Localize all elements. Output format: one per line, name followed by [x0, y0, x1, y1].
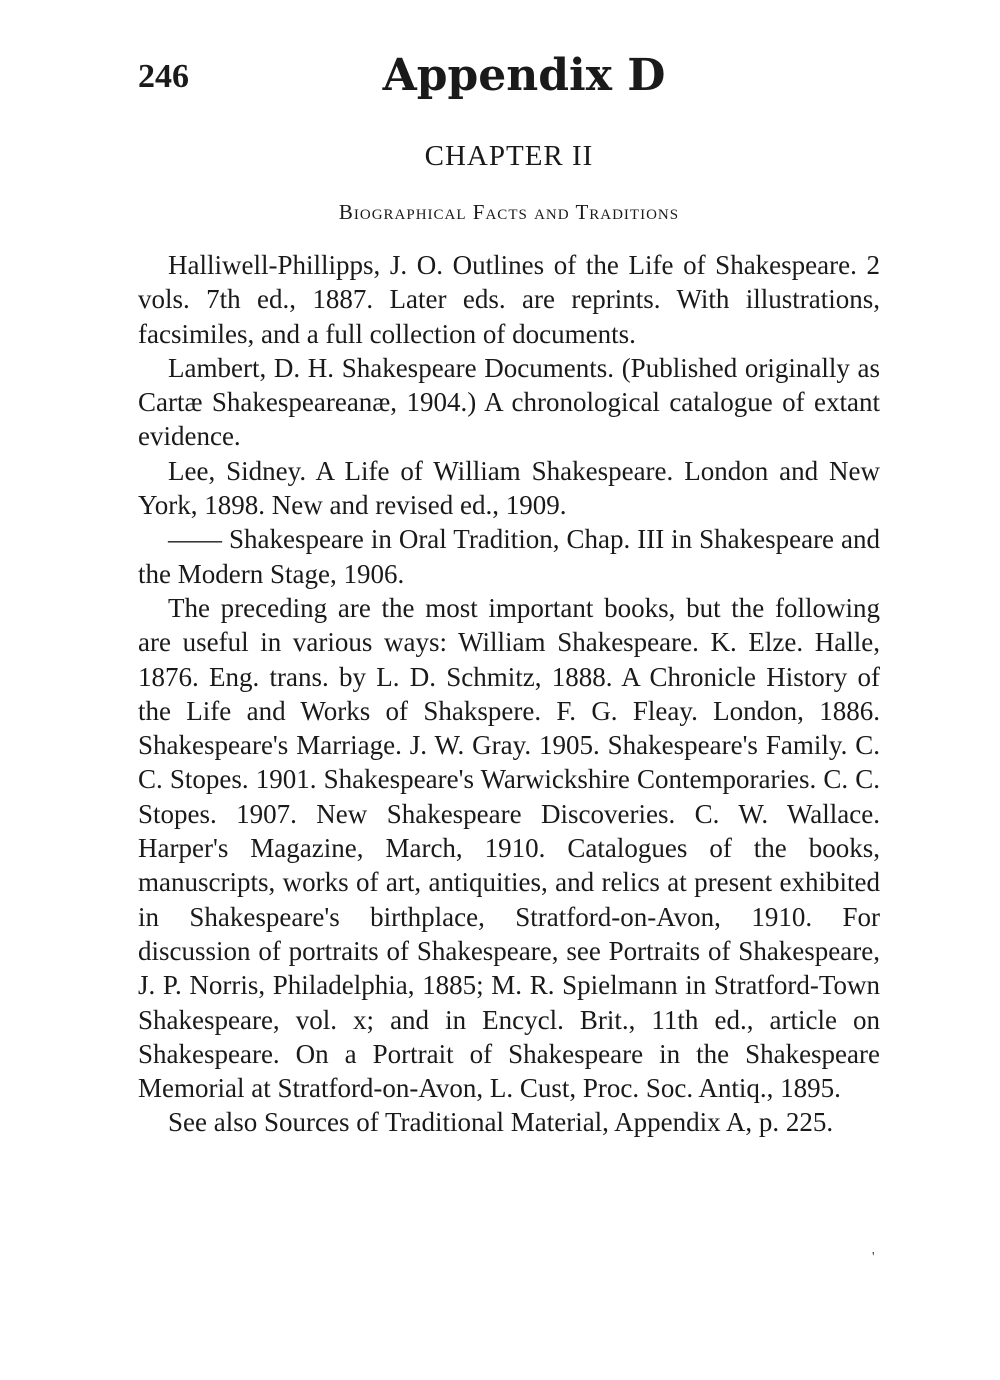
running-head [138, 50, 880, 110]
paragraph-halliwell-phillipps: Halliwell-Phillipps, J. O. Outlines of the Life of Shakespeare. 2 vols. 7th ed., 1887. Later eds. are reprints. With illustrations, facsimiles, and a full collection of documents. [138, 250, 880, 349]
page-number: 246 [138, 58, 189, 95]
running-title: Appendix D [382, 50, 666, 101]
paragraph-oral-tradition: —— Shakespeare in Oral Tradition, Chap. III in Shakespeare and the Modern Stage, 1906. [138, 524, 880, 589]
paragraph-see-also: See also Sources of Traditional Material, Appendix A, p. 225. [168, 1107, 834, 1138]
paragraph-lambert: Lambert, D. H. Shakespeare Documents. (Published originally as Cartæ Shakespeareanæ, 1904.) A chronological catalogue of extant evidence. [138, 352, 880, 452]
chapter-title: CHAPTER II [424, 140, 594, 172]
stray-mark: ' [872, 1250, 875, 1265]
section-title: Biographical Facts and Traditions [338, 200, 680, 224]
paragraph-preceding-books: The preceding are the most important books, but the following are useful in various ways: William Shakespeare. K. Elze. Halle, 1876. Eng. trans. by L. D. Schmitz, 1888. A Chronicle History of the Life and Works of Shakspere. F. G. Fleay. London, 1886. Shakespeare's Marriage. J. W. Gray. 1905. Shakespeare's Family. C. C. Stopes. 1901. Shakespeare's Warwickshire Contemporaries. C. C. Stopes. 1907. New Shakespeare Discoveries. C. W. Wallace. Harper's Magazine, March, 1910. Catalogues of the books, manuscripts, works of art, antiquities, and relics at present exhibited in Shakespeare's birthplace, Stratford-on-Avon, 1910. For discussion of portraits of Shakespeare, see Portraits of Shakespeare, J. P. Norris, Philadelphia, 1885; M. R. Spielmann in Stratford-Town Shakespeare, vol. x; and in Encycl. Brit., 11th ed., article on Shakespeare. On a Portrait of Shakespeare in the Shakespeare Memorial at Stratford-on-Avon, L. Cust, Proc. Soc. Antiq., 1895. [138, 592, 880, 1104]
paragraph-lee: Lee, Sidney. A Life of William Shakespeare. London and New York, 1898. New and revised ed., 1909. [138, 455, 880, 521]
body-text [138, 248, 880, 1140]
